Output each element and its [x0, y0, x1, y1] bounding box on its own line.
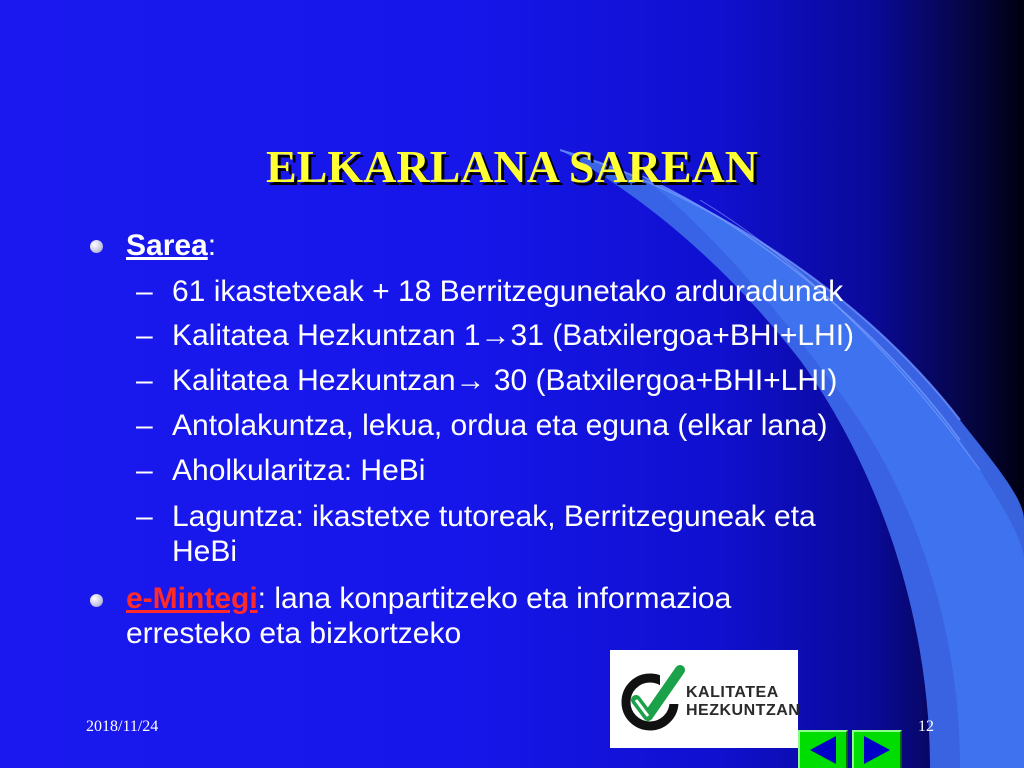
prev-slide-button[interactable] [798, 730, 848, 768]
next-slide-button[interactable] [852, 730, 902, 768]
bullet-dot-icon [90, 594, 103, 607]
kalitatea-logo [610, 650, 801, 748]
footer-date: 2018/11/24 [86, 718, 159, 735]
footer-page-number: 12 [918, 718, 934, 735]
dash-icon: – [136, 319, 153, 352]
sub-item: Aholkularitza: HeBi [172, 454, 426, 487]
arrow-left-icon [800, 732, 846, 768]
dash-icon: – [136, 500, 153, 533]
sub-item: Antolakuntza, lekua, ordua eta eguna (elkar lana) [172, 409, 828, 442]
logo-line1: KALITATEA [686, 684, 779, 701]
sub-item: Kalitatea Hezkuntzan→ 30 (Batxilergoa+BHI+LHI) [172, 364, 838, 397]
bullet-emintegi [126, 582, 926, 616]
bullet-sarea-label: Sarea [126, 229, 208, 262]
bullet-emintegi-suffix: : lana konpartitzeko eta informazioa [257, 582, 732, 615]
dash-icon: – [136, 364, 153, 397]
sub-item: Kalitatea Hezkuntzan 1→31 (Batxilergoa+BHI+LHI) [172, 319, 855, 352]
logo-line2: HEZKUNTZAN [686, 702, 801, 719]
dash-icon: – [136, 409, 153, 442]
sub-item: Laguntza: ikastetxe tutoreak, Berritzeguneak eta [172, 500, 816, 533]
bullet-emintegi-line2: erresteko eta bizkortzeko [126, 617, 462, 650]
dash-icon: – [136, 454, 153, 487]
sub-item-continuation: HeBi [172, 535, 238, 568]
bullet-dot-icon [90, 240, 103, 253]
arrow-right-icon [854, 732, 900, 768]
sub-item: 61 ikastetxeak + 18 Berritzegunetako arduradunak [172, 275, 844, 308]
checkmark-icon [614, 650, 692, 748]
bullet-sarea [126, 229, 926, 263]
dash-icon: – [136, 275, 153, 308]
emintegi-link[interactable]: e-Mintegi [126, 582, 258, 615]
bullet-sarea-suffix: : [207, 229, 217, 262]
slide-title: ELKARLANA SAREAN [265, 141, 759, 192]
